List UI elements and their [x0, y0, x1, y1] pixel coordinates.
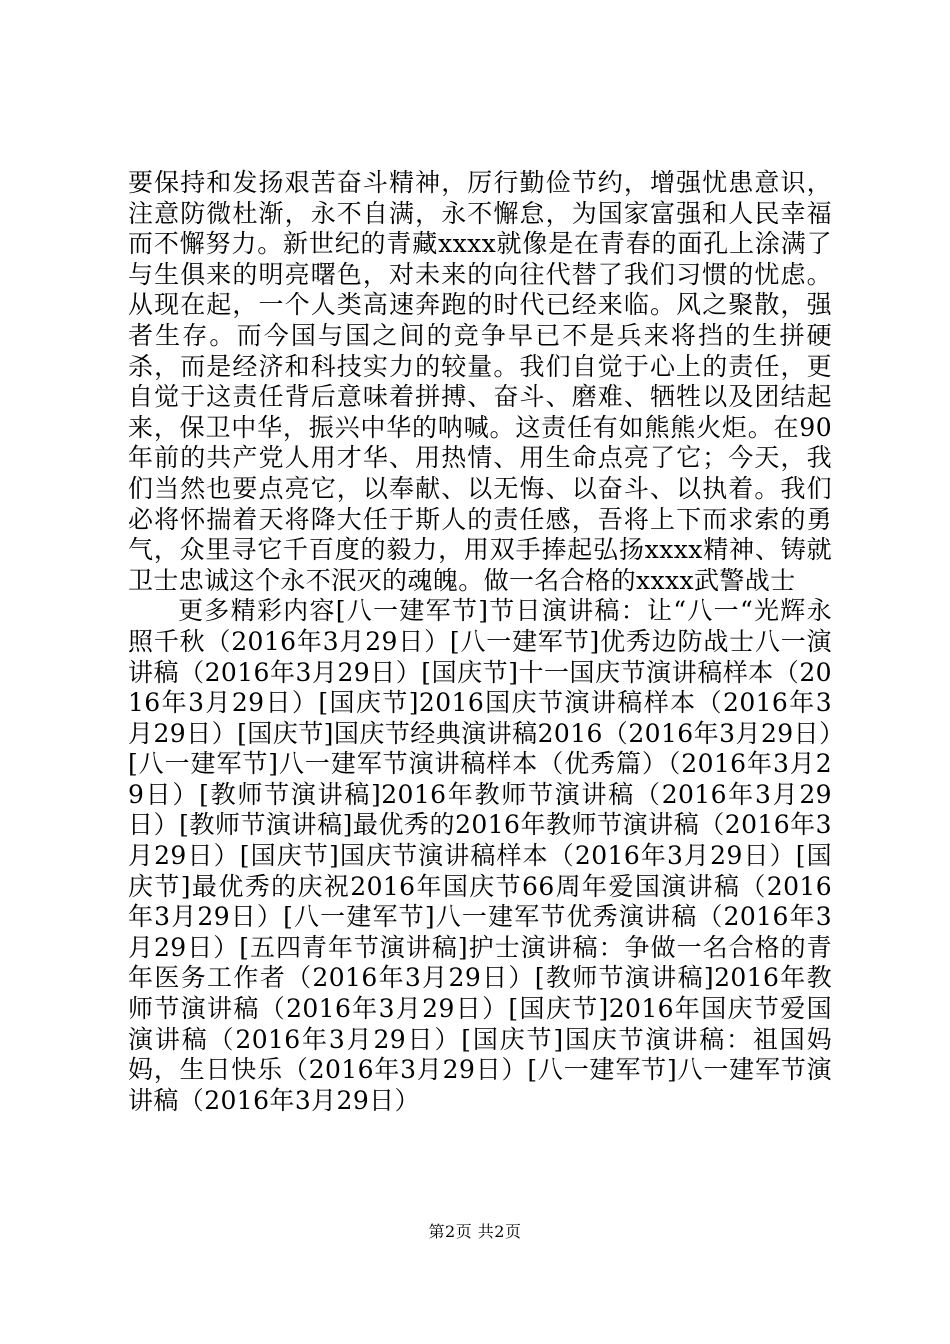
document-body [128, 168, 832, 1116]
body-paragraph: 要保持和发扬艰苦奋斗精神，厉行勤俭节约，增强忧患意识，注意防微杜渐，永不自满，永不懈怠，为国家富强和人民幸福而不懈努力。新世纪的青藏xxxx就像是在青春的面孔上涂满了与生俱来的明亮曙色，对未来的向往代替了我们习惯的忧虑。从现在起，一个人类高速奔跑的时代已经来临。风之聚散，强者生存。而今国与国之间的竞争早已不是兵来将挡的生拼硬杀，而是经济和科技实力的较量。我们自觉于心上的责任，更自觉于这责任背后意味着拼搏、奋斗、磨难、牺牲以及团结起来，保卫中华，振兴中华的呐喊。这责任有如熊熊火炬。在90年前的共产党人用才华、用热情、用生命点亮了它；今天，我们当然也要点亮它，以奉献、以无悔、以奋斗、以执着。我们必将怀揣着天将降大任于斯人的责任感，吾将上下而求索的勇气，众里寻它千百度的毅力，用双手捧起弘扬xxxx精神、铸就卫士忠诚这个永不泯灭的魂魄。做一名合格的xxxx武警战士 [128, 168, 832, 595]
page-footer: 第2页 共2页 [428, 1222, 522, 1241]
related-content-paragraph: 更多精彩内容[八一建军节]节日演讲稿：让“八一“光辉永照千秋（2016年3月29日）[八一建军节]优秀边防战士八一演讲稿（2016年3月29日）[国庆节]十一国庆节演讲稿样本（2016年3月29日）[国庆节]2016国庆节演讲稿样本（2016年3月29日）[国庆节]国庆节经典演讲稿2016（2016年3月29日）[八一建军节]八一建军节演讲稿样本（优秀篇）（2016年3月29日）[教师节演讲稿]2016年教师节演讲稿（2016年3月29日）[教师节演讲稿]最优秀的2016年教师节演讲稿（2016年3月29日）[国庆节]国庆节演讲稿样本（2016年3月29日）[国庆节]最优秀的庆祝2016年国庆节66周年爱国演讲稿（2016年3月29日）[八一建军节]八一建军节优秀演讲稿（2016年3月29日）[五四青年节演讲稿]护士演讲稿：争做一名合格的青年医务工作者（2016年3月29日）[教师节演讲稿]2016年教师节演讲稿（2016年3月29日）[国庆节]2016年国庆节爱国演讲稿（2016年3月29日）[国庆节]国庆节演讲稿：祖国妈妈，生日快乐（2016年3月29日）[八一建军节]八一建军节演讲稿（2016年3月29日） [128, 596, 832, 1115]
